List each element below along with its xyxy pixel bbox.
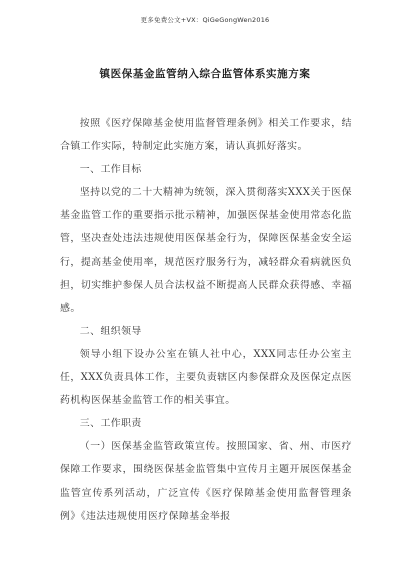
- document-title: 镇医保基金监管纳入综合监管体系实施方案: [99, 68, 311, 80]
- leadership-paragraph: 领导小组下设办公室在镇人社中心，XXX同志任办公室主任，XXX负责具体工作，主要负责辖区内参保群众及医保定点医药机构医保基金监管工作的相关事宜。: [60, 348, 352, 407]
- intro-paragraph: 按照《医疗保障基金使用监督管理条例》相关工作要求，结合镇工作实际，特制定此实施方案，请认真抓好落实。: [60, 118, 352, 153]
- duties-paragraph: （一）医保基金监管政策宣传。按照国家、省、州、市医疗保障工作要求，围绕医保基金监管集中宣传月主题开展医保基金监管宣传系列活动，广泛宣传《医疗保障基金使用监督管理条例》《违法违规使用医疗保障基金举报: [60, 441, 352, 522]
- section-heading-leadership: 二、组织领导: [79, 325, 142, 337]
- goal-paragraph: 坚持以党的二十大精神为统领，深入贯彻落实XXX关于医保基金监管工作的重要指示批示精神，加强医保基金使用常态化监管，坚决查处违法违规使用医保基金行为，保障医保基金安全运行，提高基金使用率，规范医疗服务行为，减轻群众看病就医负担，切实维护参保人员合法权益不断提高人民群众获得感、幸福感。: [60, 187, 352, 314]
- document-body: [60, 112, 352, 528]
- section-heading-goal: 一、工作目标: [79, 164, 142, 176]
- section-heading-duties: 三、工作职责: [79, 418, 142, 430]
- header-note: 更多免费公文+VX：QiGeGongWen2016: [140, 16, 270, 24]
